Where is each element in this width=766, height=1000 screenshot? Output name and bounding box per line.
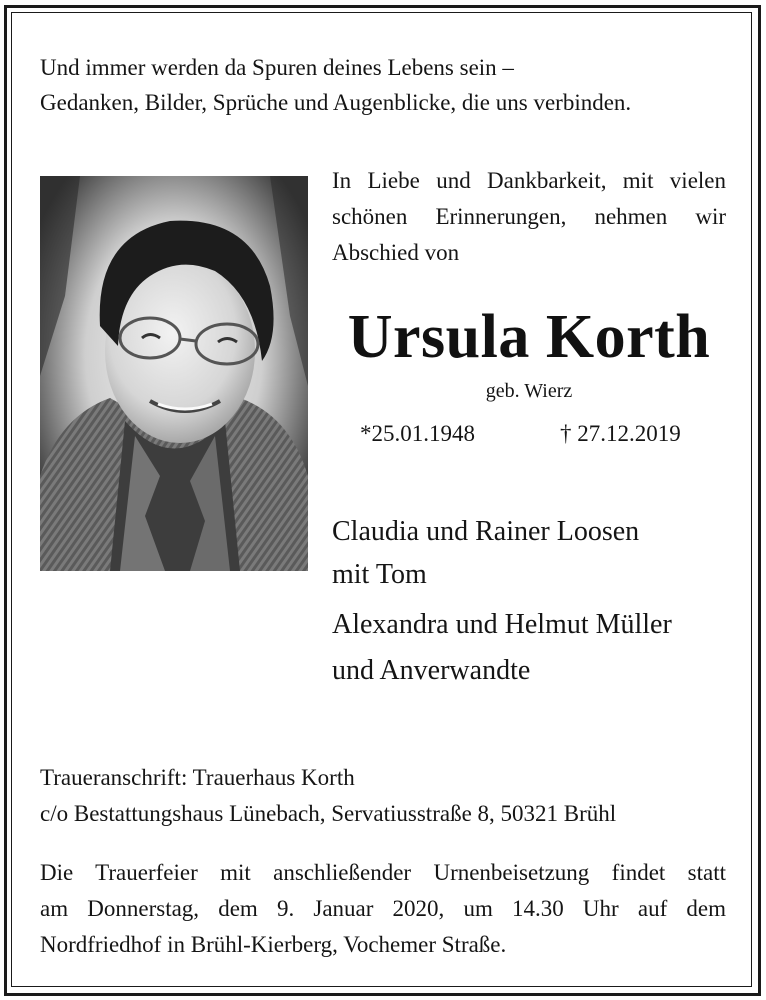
mourner-line-1: Claudia und Rainer Loosen	[332, 516, 640, 547]
ceremony-line-1: Die Trauerfeier mit anschließender Urnenbeisetzung findet statt	[40, 860, 726, 885]
motto-line-2: Gedanken, Bilder, Sprüche und Augenblicke, die uns verbinden.	[40, 90, 632, 115]
ceremony-notice	[40, 855, 726, 963]
portrait-illustration	[40, 176, 308, 571]
intro-text	[332, 163, 726, 271]
portrait-photo	[40, 176, 308, 571]
intro-line-3: Abschied von	[332, 240, 460, 265]
ceremony-line-3: Nordfriedhof in Brühl-Kierberg, Vochemer Straße.	[40, 932, 507, 957]
address-line-1: Traueranschrift: Trauerhaus Korth	[40, 765, 355, 790]
mourner-line-2: mit Tom	[332, 559, 427, 590]
mourner-line-3: Alexandra und Helmut Müller	[332, 609, 672, 640]
address-line-2: c/o Bestattungshaus Lünebach, Servatiusstraße 8, 50321 Brühl	[40, 801, 617, 826]
ceremony-line-2: am Donnerstag, dem 9. Januar 2020, um 14.30 Uhr auf dem	[40, 896, 726, 921]
intro-line-1: In Liebe und Dankbarkeit, mit vielen	[332, 168, 726, 193]
mourner-line-4: und Anverwandte	[332, 655, 531, 686]
deceased-name: Ursula Korth	[347, 303, 711, 371]
motto-line-1: Und immer werden da Spuren deines Lebens sein –	[40, 55, 514, 80]
mourning-address	[40, 760, 616, 832]
death-date: † 27.12.2019	[560, 421, 681, 446]
maiden-name: geb. Wierz	[485, 380, 573, 402]
motto-quote	[40, 50, 631, 120]
birth-date: *25.01.1948	[360, 421, 475, 446]
intro-line-2: schönen Erinnerungen, nehmen wir	[332, 204, 726, 229]
